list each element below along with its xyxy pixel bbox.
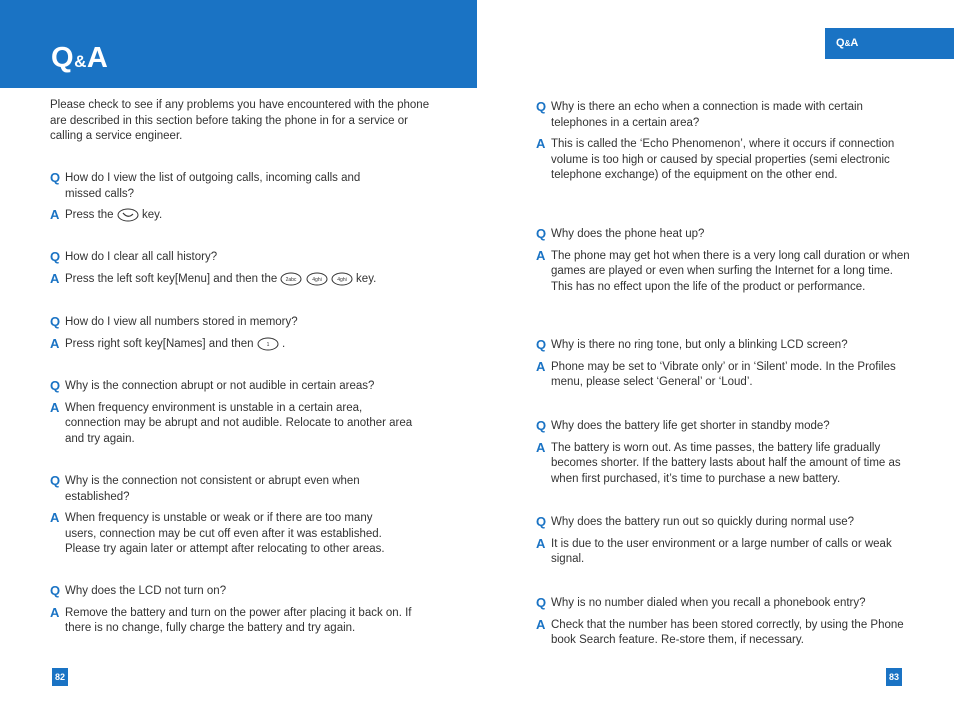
- a-marker: A: [50, 207, 60, 222]
- question-text: Why does the battery life get shorter in standby mode?: [551, 420, 830, 432]
- question-text: Why does the battery run out so quickly during normal use?: [551, 516, 854, 528]
- answer-text: Check that the number has been stored correctly, by using the Phone book Search feature. Re-store them, if necessary.: [551, 618, 904, 646]
- question: [536, 100, 901, 131]
- answer: [536, 618, 906, 649]
- qa-item: [50, 171, 395, 224]
- qa-item: [50, 250, 430, 287]
- a-marker: A: [536, 136, 546, 151]
- answer-text: The battery is worn out. As time passes, the battery life gradually becomes shorter. If the battery lasts about half the amount of time as when first purchased, it’s time to purchase a new battery.: [551, 441, 901, 485]
- key-1-label: 1: [266, 341, 270, 348]
- a-marker: A: [50, 399, 60, 415]
- answer-text: Remove the battery and turn on the power after placing it back on. If there is no change, fully charge the battery and try again.: [65, 606, 412, 634]
- qa-item: [50, 474, 395, 558]
- page-title: Q&A: [51, 42, 109, 74]
- question-text: Why does the LCD not turn on?: [65, 585, 227, 597]
- answer: [50, 511, 395, 558]
- key-4-label: 4ghi: [311, 276, 322, 283]
- q-marker: Q: [50, 378, 61, 393]
- key-4-icon: [306, 272, 328, 286]
- intro-text: Please check to see if any problems you have encountered with the phone are described in this section before taking the phone in for a service or calling a service engineer.: [50, 99, 430, 142]
- q-marker: Q: [50, 314, 61, 329]
- q-marker: Q: [536, 514, 547, 529]
- q-marker: Q: [536, 337, 547, 352]
- question: [50, 474, 395, 505]
- key-1-icon: [257, 337, 279, 351]
- answer: [536, 137, 901, 184]
- question-text: Why is the connection abrupt or not audible in certain areas?: [65, 380, 375, 392]
- qa-item: [536, 596, 906, 649]
- question-text: Why does the phone heat up?: [551, 228, 705, 240]
- key-2-label: 2abc: [286, 276, 297, 283]
- question: [536, 419, 921, 435]
- question-text: Why is there no ring tone, but only a blinking LCD screen?: [551, 339, 848, 351]
- question-text: How do I view the list of outgoing calls, incoming calls and missed calls?: [65, 172, 361, 200]
- answer-text: Phone may be set to ‘Vibrate only’ or in ‘Silent’ mode. In the Profiles menu, please select ‘General’ or ‘Loud’.: [551, 360, 896, 388]
- answer: A Press right soft key[Names] and then 1 .: [50, 335, 286, 351]
- answer-text: The phone may get hot when there is a very long call duration or when games are played or even when surfing the Internet for a long time. This has no effect upon the life of the product or performance.: [551, 249, 910, 293]
- answer-text: It is due to the user environment or a large number of calls or weak signal.: [551, 537, 892, 565]
- qa-item: [50, 315, 430, 352]
- q-marker: Q: [50, 249, 61, 264]
- a-marker: A: [536, 358, 546, 374]
- answer: A Press the key.: [50, 207, 163, 222]
- answer-text: When frequency is unstable or weak or if there are too many users, connection may be cut off even after it was established. Please try again later or attempt after relocating to other areas.: [65, 512, 385, 555]
- page-number-left: 82: [52, 668, 68, 686]
- send-key-icon: [117, 208, 139, 222]
- qa-item: [50, 584, 420, 637]
- answer: [536, 537, 896, 568]
- page-number-right: 83: [886, 668, 902, 686]
- qa-item: [536, 338, 911, 391]
- answer: [536, 360, 911, 391]
- question-text: How do I clear all call history?: [65, 251, 218, 263]
- a-marker: A: [50, 604, 60, 620]
- qa-item: [536, 419, 921, 487]
- question: [50, 315, 430, 331]
- key-4-icon: [331, 272, 353, 286]
- answer: [50, 606, 420, 637]
- question: [536, 227, 916, 243]
- qa-item: [50, 379, 420, 447]
- answer-text: When frequency environment is unstable in a certain area, connection may be abrupt and not audible. Relocate to another area and try again.: [65, 401, 413, 445]
- q-marker: Q: [536, 595, 547, 610]
- question: [50, 584, 420, 600]
- key-4-label: 4ghi: [337, 276, 347, 283]
- a-marker: A: [50, 335, 60, 351]
- question-text: Why is the connection not consistent or abrupt even when established?: [65, 475, 360, 503]
- q-marker: Q: [50, 583, 61, 598]
- answer: [536, 249, 916, 296]
- answer: [50, 401, 420, 448]
- qa-item: [536, 100, 901, 184]
- question-text: How do I view all numbers stored in memory?: [65, 316, 298, 328]
- answer-text: This is called the ‘Echo Phenomenon’, where it occurs if connection volume is too high or caused by special properties (semi electronic telephone exchange) of the equipment on the other end.: [551, 138, 895, 181]
- question: [50, 171, 395, 202]
- question-text: Why is no number dialed when you recall a phonebook entry?: [551, 597, 866, 609]
- question: [536, 515, 896, 531]
- qa-item: [536, 227, 916, 295]
- key-2-icon: [280, 272, 302, 286]
- q-marker: Q: [536, 418, 547, 433]
- q-marker: Q: [50, 473, 61, 488]
- a-marker: A: [536, 616, 546, 632]
- q-marker: Q: [536, 99, 547, 114]
- a-marker: A: [50, 270, 60, 286]
- question: [50, 250, 430, 266]
- a-marker: A: [50, 510, 60, 525]
- question: [536, 596, 906, 612]
- answer: [536, 441, 921, 488]
- section-tab: Q&A: [825, 28, 954, 59]
- question-text: Why is there an echo when a connection is made with certain telephones in a certain area?: [551, 101, 863, 129]
- question: [50, 379, 420, 395]
- q-marker: Q: [536, 226, 547, 241]
- qa-item: [536, 515, 896, 568]
- a-marker: A: [536, 535, 546, 551]
- a-marker: A: [536, 247, 546, 263]
- answer: A Press the left soft key[Menu] and then the 2abc 4ghi 4ghi key.: [50, 270, 377, 286]
- question: [536, 338, 911, 354]
- q-marker: Q: [50, 170, 61, 185]
- a-marker: A: [536, 439, 546, 455]
